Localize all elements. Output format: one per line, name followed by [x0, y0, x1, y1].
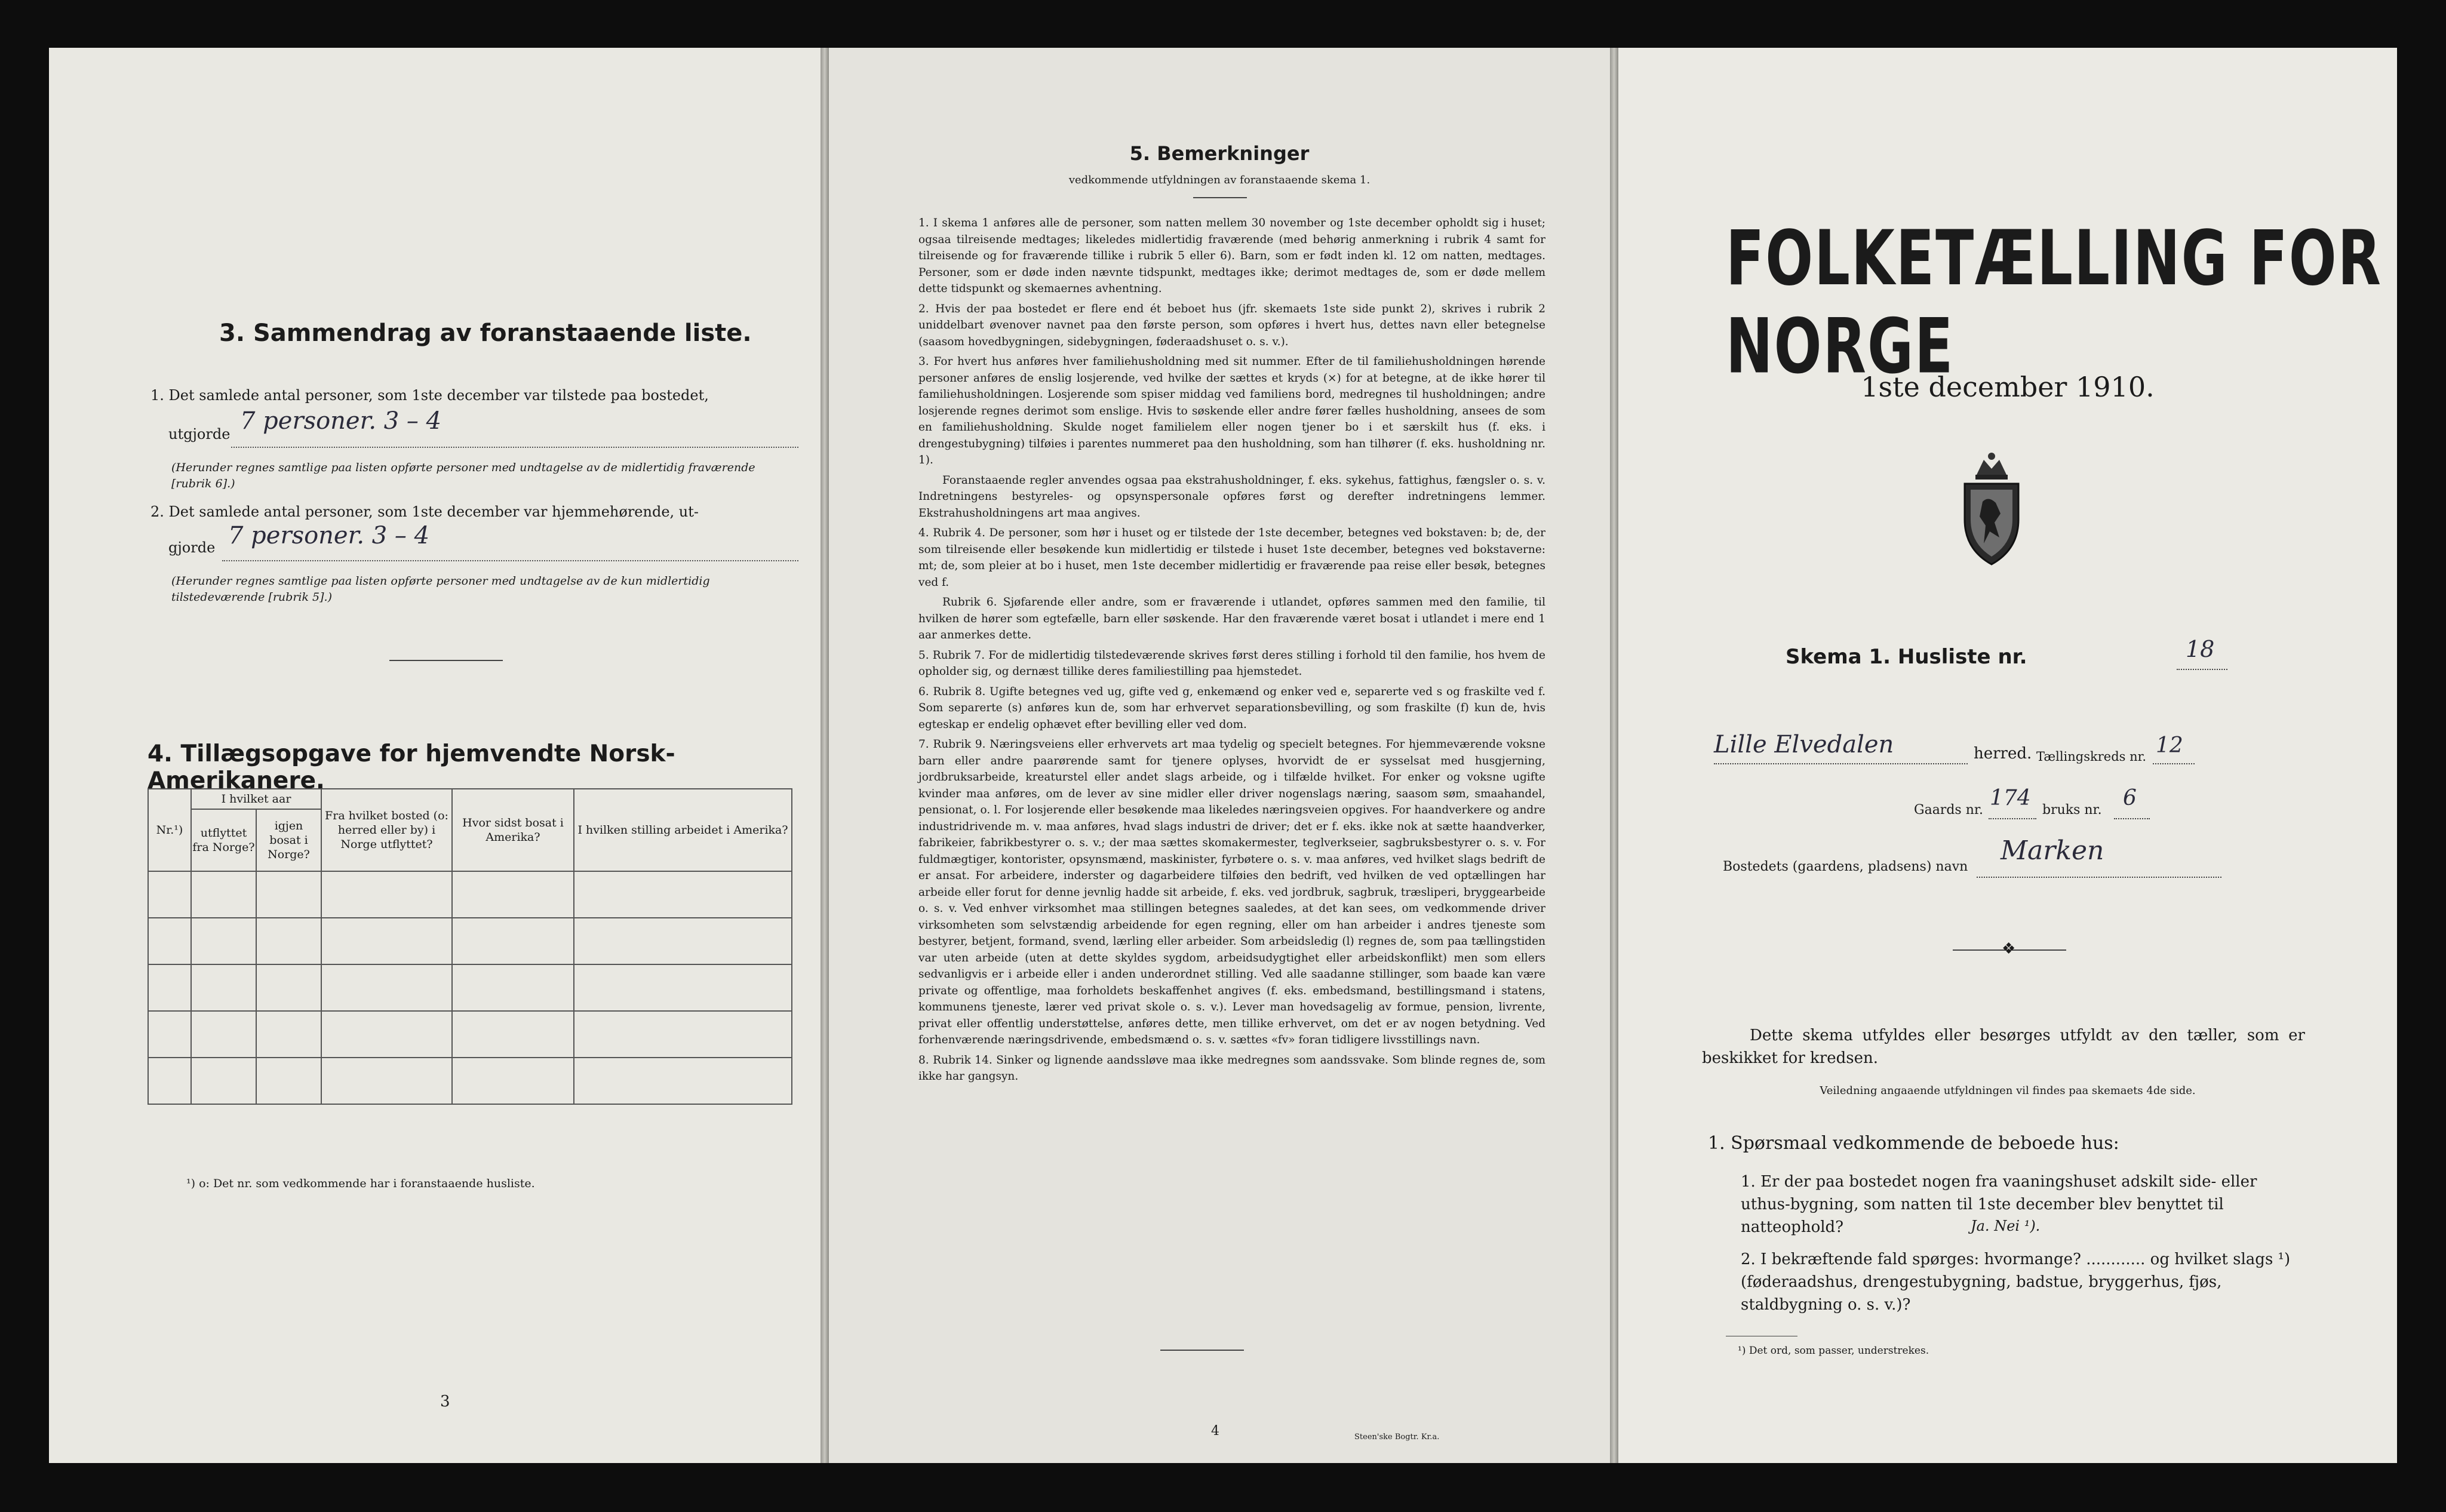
gaard-label: Gaards nr.	[1914, 803, 1983, 818]
instruction-text: Dette skema utfyldes eller besørges utfyldt av den tæller, som er beskikket for kredsen.	[1702, 1027, 2305, 1067]
bruk-label: bruks nr.	[2042, 803, 2102, 818]
bruk-number-handwriting: 6	[2123, 786, 2137, 810]
schema-label: Skema 1. Husliste nr.	[1786, 645, 2027, 669]
census-title: FOLKETÆLLING FOR NORGE	[1726, 215, 2383, 391]
question-1-1: 1. Er der paa bostedet nogen fra vaaningshuset adskilt side- eller uthus-bygning, som natten til 1ste december blev benyttet til natteophold?	[1741, 1173, 2257, 1236]
right-footnote: ¹) Det ord, som passer, understrekes.	[1738, 1345, 1929, 1357]
kreds-number-handwriting: 12	[2156, 733, 2183, 758]
kreds-label: Tællingskreds nr.	[2036, 749, 2147, 764]
gaard-line	[1989, 818, 2036, 820]
gaard-number-handwriting: 174	[1990, 786, 2031, 810]
herred-line	[1714, 763, 1968, 765]
th-utflyttet: utflyttet fra Norge?	[191, 809, 256, 871]
table-row	[148, 964, 792, 1011]
page-number-left: 3	[440, 1393, 450, 1410]
s3-item1-handwriting: 7 personer. 3 – 4	[240, 407, 442, 435]
section-divider	[389, 660, 503, 661]
remark-4b: Rubrik 6. Sjøfarende eller andre, som er fraværende i utlandet, opføres sammen med den familie, til hvilken de hører som egtefælle, barn eller søskende. Har den fraværende været bosat i utlandet i mere end 1 aar anmerkes dette.	[918, 596, 1545, 641]
remark-5: 5. Rubrik 7. For de midlertidig tilstedeværende skrives først deres stilling i forhold til den familie, hos hvem de opholder sig, og dernæst tillike deres familiestilling paa hjemstedet.	[918, 649, 1545, 678]
s3-item2-handwriting: 7 personer. 3 – 4	[228, 522, 430, 549]
remark-4: 4. Rubrik 4. De personer, som hør i huset og er tilstede der 1ste december, betegnes ved bokstaven: b; de, der som tilreisende eller besøkende kun midlertidig er tilstede i huset 1ste december, betegnes ved bokstaverne: mt; de, som pleier at bo i huset, men 1ste december midlertidig er fraværende paa reise eller besøk, betegnes ved f.	[918, 527, 1545, 589]
remarks-title: 5. Bemerkninger	[1129, 142, 1310, 165]
s3-item1-note: (Herunder regnes samtlige paa listen opførte personer med undtagelse av de midlertidig fraværende [rubrik 6].)	[171, 461, 755, 490]
question-1-1-answer: Ja. Nei ¹).	[1971, 1218, 2041, 1234]
question-1-heading: 1. Spørsmaal vedkommende de beboede hus:	[1708, 1133, 2119, 1154]
s3-item2-label: gjorde	[168, 539, 216, 556]
remarks-divider	[1193, 197, 1247, 198]
section-3-title: 3. Sammendrag av foranstaaende liste.	[219, 319, 752, 347]
s3-item1-label: utgjorde	[168, 426, 231, 442]
remarks-end-divider	[1160, 1350, 1244, 1351]
page-left	[49, 48, 821, 1463]
remark-7: 7. Rubrik 9. Næringsveiens eller erhvervets art maa tydelig og specielt betegnes. For hjemmeværende voksne barn eller andre paarørende samt for tjenere oplyses, hvorvidt de er sysselsat med husgjerning, jordbruksarbeide, kreaturstel eller andet slags arbeide, og i tilfælde hvilket. For enker og voksne ugifte kvinder maa anføres, om de lever av sine midler eller driver nogenslags næring, saasom søm, smaahandel, pensionat, o. l. For losjerende eller besøkende maa likeledes næringsveien opgives. For haandverkere og andre industridrivende m. v. maa anføres, hvad slags industri de driver; det er f. eks. ikke nok at sætte haandverker, fabrikeier, fabrikbestyrer o. s. v.; der maa sættes skomakermester, teglverkseier, sagbruksbestyrer o. s. v. For fuldmægtiger, kontorister, opsynsmænd, maskinister, fyrbøtere o. s. v. maa anføres, ved hvilket slags bedrift de er ansat. For arbeidere, inderster og dagarbeidere tilføies den bedrift, ved hvilken de ved optællingen har arbeide eller forut for denne jevnlig hadde sit arbeide, f. eks. ved jordbruk, sagbruk, træsliperi, bryggearbeide o. s. v. Ved enhver virksomhet maa stillingen betegnes saaledes, at det kan sees, om vedkommende driver virksomheten som selvstændig arbeidende for egen regning, eller om han arbeider i andres tjeneste som bestyrer, betjent, formand, svend, lærling eller arbeider. Som arbeidsledig (l) regnes de, som paa tællingstiden var uten arbeide (uten at dette skyldes sygdom, arbeidsudygtighet eller arbeidskonflikt) men som ellers sedvanligvis er i arbeide eller i anden underordnet stilling. Ved alle saadanne stillinger, som baade kan være private og offentlige, maa forholdets beskaffenhet angives (f. eks. embedsmand, bestillingsmand i statens, kommunens tjeneste, lærer ved privat skole o. s. v.). Lever man hovedsagelig av formue, pension, livrente, privat eller offentlig understøttelse, anføres dette, men tillike erhvervet, om det er av nogen betydning. Ved forhenværende næringsdrivende, embedsmænd o. s. v. sættes «fv» foran tidligere livsstillings navn.	[918, 738, 1545, 1046]
herred-handwriting: Lille Elvedalen	[1714, 731, 1894, 758]
th-group-year: I hvilket aar	[191, 789, 321, 809]
s3-item1-text: 1. Det samlede antal personer, som 1ste december var tilstede paa bostedet,	[150, 387, 709, 404]
coat-of-arms-icon	[1953, 448, 2030, 567]
census-date: 1ste december 1910.	[1861, 371, 2155, 403]
printer-mark: Steen'ske Bogtr. Kr.a.	[1354, 1433, 1440, 1442]
remarks-body	[918, 215, 1545, 1089]
th-igjen-bosat: igjen bosat i Norge?	[256, 809, 321, 871]
th-stilling: I hvilken stilling arbeidet i Amerika?	[574, 789, 792, 871]
remarks-subtitle: vedkommende utfyldningen av foranstaaende skema 1.	[1068, 174, 1371, 186]
s3-item2-note: (Herunder regnes samtlige paa listen opførte personer med undtagelse av de kun midlertidig tilstedeværende [rubrik 5].)	[171, 574, 710, 604]
remark-3b: Foranstaaende regler anvendes ogsaa paa ekstrahusholdninger, f. eks. sykehus, fattighus, fængsler o. s. v. Indretningens bestyreles- og opsynspersonale opføres først og derefter indretningens lemmer. Ekstrahusholdningens art maa angives.	[918, 474, 1545, 520]
s3-item2-text: 2. Det samlede antal personer, som 1ste december var hjemmehørende, ut-	[150, 503, 699, 520]
s3-item1-line	[231, 447, 798, 448]
bosted-line	[1977, 877, 2221, 878]
page-fold-right	[1610, 48, 1618, 1463]
table-row	[148, 1011, 792, 1058]
table-row	[148, 1058, 792, 1104]
instruction-small: Veiledning angaaende utfyldningen vil findes paa skemaets 4de side.	[1820, 1084, 2196, 1097]
page-number-middle: 4	[1211, 1424, 1219, 1439]
kreds-line	[2153, 763, 2195, 765]
table-row	[148, 918, 792, 964]
th-fra-bosted: Fra hvilket bosted (o: herred eller by) i Norge utflyttet?	[321, 789, 452, 871]
bosted-label: Bostedets (gaardens, pladsens) navn	[1723, 859, 1968, 874]
remark-1: 1. I skema 1 anføres alle de personer, som natten mellem 30 november og 1ste december opholdt sig i huset; ogsaa tilreisende medtages; likeledes midlertidig fraværende (med behørig anmerkning i rubrik 4 samt for tilreisende og for fraværende tillike i rubrik 5 eller 6). Barn, som er født inden kl. 12 om natten, medtages. Personer, som er døde inden nævnte tidspunkt, medtages ikke; derimot medtages de, som er døde mellem dette tidspunkt og skemaernes avhentning.	[918, 217, 1545, 295]
th-hvor-bosat: Hvor sidst bosat i Amerika?	[452, 789, 574, 871]
page-right	[1618, 48, 2397, 1463]
remark-3: 3. For hvert hus anføres hver familiehusholdning med sit nummer. Efter de til familiehusholdningen hørende personer anføres de enslig losjerende, ved hvilke der sættes et kryds (×) for at betegne, at de ikke hører til familiehusholdningen. Losjerende som spiser middag ved familiens bord, medregnes til husholdningen; andre losjerende regnes derimot som enslige. Hvis to søskende eller andre fører fælles husholdning, ansees de som en familiehusholdning. Skulde noget familielem eller nogen tjener bo i et særskilt hus (f. eks. i drengestubygning) tilføies i parentes nummeret paa den husholdning, som han tilhører (f. eks. husholdning nr. 1).	[918, 355, 1545, 466]
th-nr: Nr.¹)	[148, 789, 191, 871]
page-fold-left	[821, 48, 829, 1463]
bruk-line	[2114, 818, 2150, 820]
bosted-handwriting: Marken	[2001, 835, 2104, 866]
herred-label: herred.	[1974, 745, 2032, 763]
question-1-2: 2. I bekræftende fald spørges: hvormange? ............ og hvilket slags ¹) (føderaadshus, drengestubygning, badstue, bryggerhus, fjøs, staldbygning o. s. v.)?	[1741, 1250, 2291, 1314]
ornament-icon: ❖	[2002, 940, 2016, 958]
section-4-title: 4. Tillægsopgave for hjemvendte Norsk-Amerikanere.	[148, 740, 675, 794]
table-footnote: ¹) o: Det nr. som vedkommende har i foranstaaende husliste.	[186, 1177, 535, 1190]
remark-6: 6. Rubrik 8. Ugifte betegnes ved ug, gifte ved g, enkemænd og enker ved e, separerte ved s og fraskilte ved f. Som separerte (s) anføres kun de, som har erhvervet separationsbevilling, og som fraskilte (f) kun de, hvis egteskap er endelig ophævet efter bevilling eller ved dom.	[918, 685, 1545, 731]
remark-2: 2. Hvis der paa bostedet er flere end ét beboet hus (jfr. skemaets 1ste side punkt 2), skrives i rubrik 2 uniddelbart øvenover navnet paa den første person, som opføres i hvert hus, dettes navn eller betegnelse (saasom hovedbygningen, sidebygningen, føderaadshuset o. s. v.).	[918, 302, 1545, 348]
s3-item2-line	[222, 560, 798, 562]
page-middle	[829, 48, 1610, 1463]
table-row	[148, 871, 792, 918]
norsk-amerikanere-table	[148, 788, 792, 1105]
husliste-line	[2177, 669, 2227, 671]
husliste-number-handwriting: 18	[2186, 636, 2215, 662]
remark-8: 8. Rubrik 14. Sinker og lignende aandssløve maa ikke medregnes som aandssvake. Som blinde regnes de, som ikke har gangsyn.	[918, 1053, 1545, 1083]
